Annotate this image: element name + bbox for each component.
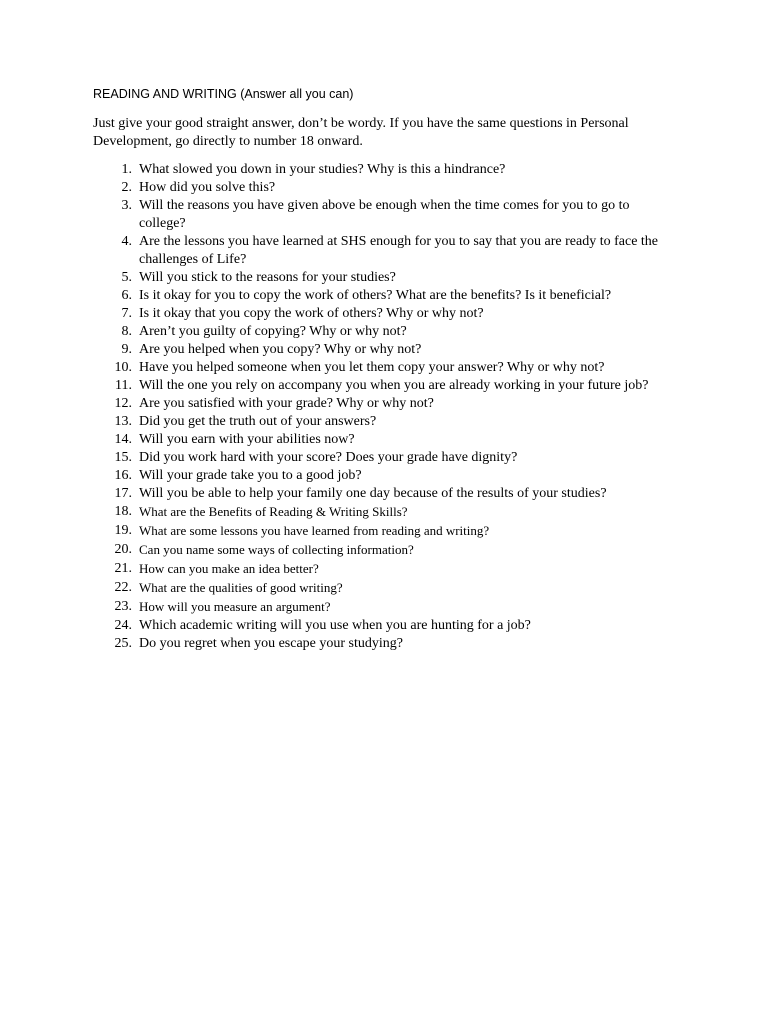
question-text: How can you make an idea better? [139,561,319,576]
question-item [0,541,679,560]
question-item [0,617,679,635]
question-item [0,503,679,522]
question-item [0,377,679,395]
question-text: Will the reasons you have given above be enough when the time comes for you to go to college? [139,198,630,231]
question-number: 5. [121,270,132,285]
question-text: Will your grade take you to a good job? [139,468,362,483]
question-text: Do you regret when you escape your studying? [139,636,403,651]
question-text: Which academic writing will you use when you are hunting for a job? [139,618,531,633]
question-number: 16. [114,468,132,483]
question-number: 22. [114,580,132,595]
question-text: What are some lessons you have learned from reading and writing? [139,523,490,538]
question-number: 12. [114,396,132,411]
question-item [0,522,679,541]
question-text: Are you satisfied with your grade? Why or why not? [139,396,434,411]
question-text: Can you name some ways of collecting information? [139,542,414,557]
question-text: Aren’t you guilty of copying? Why or why not? [139,324,407,339]
question-item [0,431,679,449]
question-text: What are the Benefits of Reading & Writing Skills? [139,504,408,519]
question-number: 23. [114,599,132,614]
question-number: 19. [114,523,132,538]
question-text: Have you helped someone when you let them copy your answer? Why or why not? [139,360,605,375]
question-number: 15. [114,450,132,465]
question-item [0,233,679,269]
question-item [0,305,679,323]
question-item [0,359,679,377]
question-item [0,269,679,287]
question-text: Will the one you rely on accompany you when you are already working in your future job? [139,378,649,393]
question-item [0,341,679,359]
question-text: What slowed you down in your studies? Why is this a hindrance? [139,162,506,177]
question-item [0,395,679,413]
question-text: Did you get the truth out of your answers? [139,414,377,429]
question-number: 14. [114,432,132,447]
question-text: Will you stick to the reasons for your studies? [139,270,396,285]
question-number: 8. [121,324,132,339]
question-number: 17. [114,486,132,501]
question-item [0,467,679,485]
question-text: What are the qualities of good writing? [139,580,343,595]
question-item [0,485,679,503]
question-item [0,560,679,579]
question-number: 4. [121,234,132,249]
question-item [0,287,679,305]
instructions-paragraph: Just give your good straight answer, don’t be wordy. If you have the same questions in Personal Development, go directly to number 18 onward. [93,116,629,149]
question-item [0,197,679,233]
question-item [0,635,679,653]
question-item [0,161,679,179]
question-text: How did you solve this? [139,180,276,195]
question-item [0,449,679,467]
question-list [0,161,768,653]
question-text: How will you measure an argument? [139,599,331,614]
question-number: 24. [114,618,132,633]
question-text: Will you earn with your abilities now? [139,432,355,447]
question-number: 21. [114,561,132,576]
question-text: Did you work hard with your score? Does your grade have dignity? [139,450,518,465]
question-item [0,179,679,197]
question-number: 25. [114,636,132,651]
document-heading: READING AND WRITING (Answer all you can) [93,87,354,101]
question-number: 1. [121,162,132,177]
question-number: 3. [121,198,132,213]
question-number: 11. [115,378,132,393]
question-number: 18. [114,504,132,519]
question-number: 13. [114,414,132,429]
question-item [0,323,679,341]
question-item [0,579,679,598]
question-number: 20. [114,542,132,557]
question-item [0,598,679,617]
question-text: Will you be able to help your family one day because of the results of your studies? [139,486,607,501]
question-number: 6. [121,288,132,303]
question-text: Are the lessons you have learned at SHS enough for you to say that you are ready to face the challenges of Life? [139,234,659,267]
question-item [0,413,679,431]
question-text: Is it okay that you copy the work of others? Why or why not? [139,306,484,321]
question-text: Are you helped when you copy? Why or why not? [139,342,422,357]
question-number: 9. [121,342,132,357]
question-number: 10. [114,360,132,375]
question-text: Is it okay for you to copy the work of others? What are the benefits? Is it beneficial? [139,288,612,303]
question-number: 7. [121,306,132,321]
question-number: 2. [121,180,132,195]
